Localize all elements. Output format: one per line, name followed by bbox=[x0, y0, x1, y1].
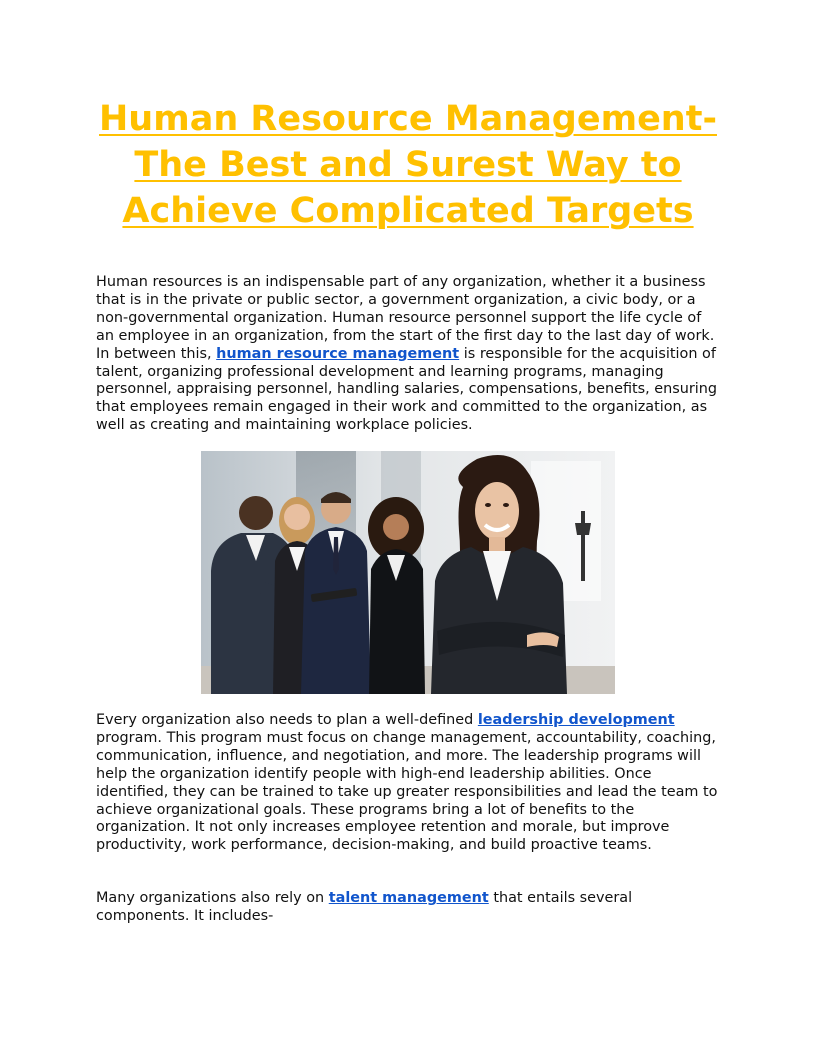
paragraph-talent bbox=[96, 890, 720, 926]
talent-management-link[interactable]: talent management bbox=[328, 890, 489, 906]
human-resource-management-link[interactable]: human resource management bbox=[216, 345, 460, 362]
paragraph-intro-text-end: is responsible for the acquisition of talent, organizing professional development and learning programs, managing personnel, appraising personnel, handling salaries, compensations, benefits, ensuring that employees remain engaged in their work and committed to the organization, as well as creating and maintaining workplace policies. bbox=[96, 345, 718, 434]
paragraph-talent-text-end: that entails several components. It includes- bbox=[96, 890, 633, 924]
paragraph-leadership bbox=[96, 712, 720, 855]
business-team-photo bbox=[201, 451, 615, 694]
paragraph-leadership-text-end: program. This program must focus on change management, accountability, coaching, communication, influence, and negotiation, and more. The leadership programs will help the organization identify people with high-end leadership abilities. Once identified, they can be trained to take up greater responsibilities and lead the team to achieve organizational goals. These programs bring a lot of benefits to the organization. It not only increases employee retention and morale, but improve productivity, work performance, decision-making, and build proactive teams. bbox=[96, 729, 718, 854]
paragraph-leadership-text-start: Every organization also needs to plan a well-defined bbox=[96, 712, 478, 728]
paragraph-talent-text-start: Many organizations also rely on bbox=[96, 890, 329, 906]
page-title: Human Resource Management- The Best and Surest Way to Achieve Complicated Targets bbox=[99, 99, 717, 231]
paragraph-intro-text-start: Human resources is an indispensable part of any organization, whether it a business that is in the private or public sector, a government organization, a civic body, or a non-governmental organization. Human resource personnel support the life cycle of an employee in an organization, from the start of the first day to the last day of work. In between this, bbox=[96, 274, 715, 362]
paragraph-intro bbox=[96, 274, 720, 435]
leadership-development-link[interactable]: leadership development bbox=[477, 712, 675, 728]
